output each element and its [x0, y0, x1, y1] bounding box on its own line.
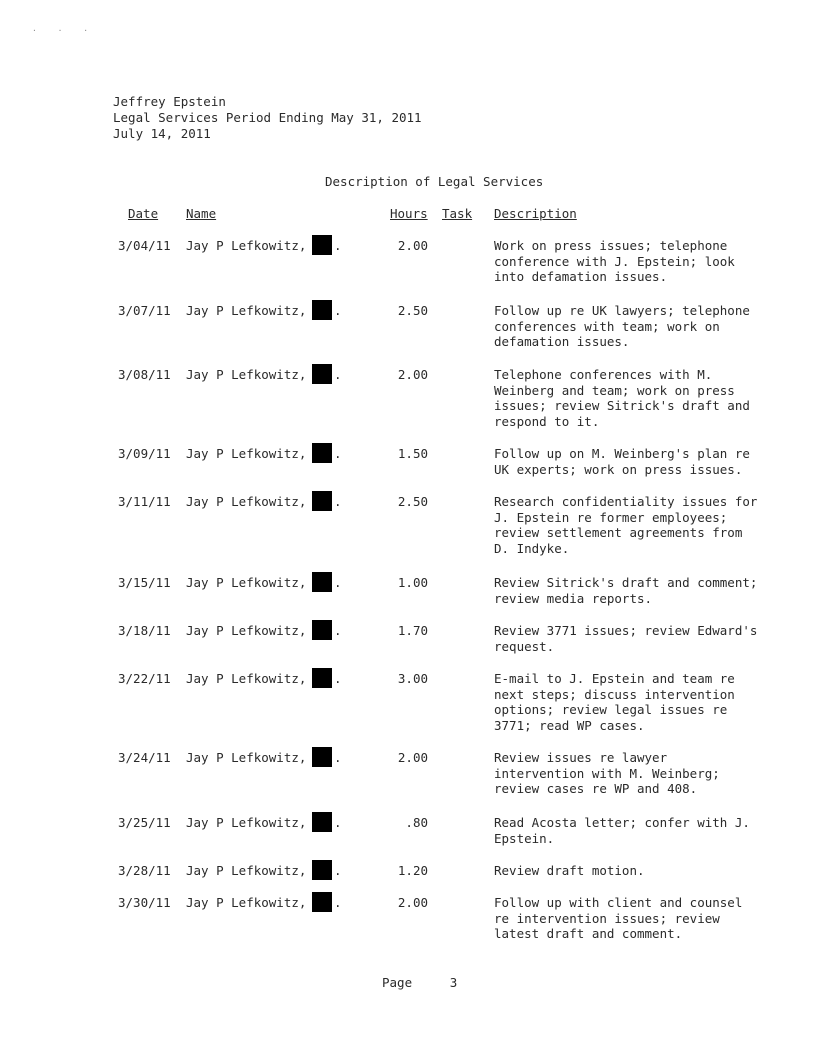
entry-description: E-mail to J. Epstein and team re next steps; discuss intervention options; review legal issues re 3771; read WP cases. [494, 671, 735, 733]
entry-description: Review issues re lawyer intervention with M. Weinberg; review cases re WP and 408. [494, 750, 720, 796]
entry-name: Jay P Lefkowitz, [186, 750, 307, 765]
entry-name: Jay P Lefkowitz, [186, 303, 307, 318]
entry-name: Jay P Lefkowitz, [186, 671, 307, 686]
redaction-box [312, 364, 332, 384]
entry-date: 3/04/11 [118, 238, 171, 253]
entry-description: Follow up on M. Weinberg's plan re UK experts; work on press issues. [494, 446, 750, 477]
redaction-box [312, 812, 332, 832]
redaction-period: . [334, 895, 342, 910]
redaction-period: . [334, 863, 342, 878]
entry-hours: 2.00 [397, 238, 428, 253]
entry-hours: .80 [405, 815, 428, 830]
entry-description: Work on press issues; telephone conference with J. Epstein; look into defamation issues. [494, 238, 735, 284]
entry-name: Jay P Lefkowitz, [186, 575, 307, 590]
entry-description: Read Acosta letter; confer with J. Epstein. [494, 815, 750, 846]
redaction-period: . [334, 575, 342, 590]
redaction-period: . [334, 623, 342, 638]
entry-date: 3/30/11 [118, 895, 171, 910]
entry-name: Jay P Lefkowitz, [186, 895, 307, 910]
entry-hours: 2.50 [397, 494, 428, 509]
entry-hours: 1.20 [397, 863, 428, 878]
entry-date: 3/15/11 [118, 575, 171, 590]
redaction-box [312, 491, 332, 511]
redaction-box [312, 235, 332, 255]
entry-hours: 1.70 [397, 623, 428, 638]
redaction-box [312, 747, 332, 767]
client-name: Jeffrey Epstein [113, 94, 226, 109]
redaction-period: . [334, 446, 342, 461]
entry-description: Review 3771 issues; review Edward's request. [494, 623, 758, 654]
billing-period: Legal Services Period Ending May 31, 2011 [113, 110, 422, 125]
entry-name: Jay P Lefkowitz, [186, 623, 307, 638]
redaction-period: . [334, 238, 342, 253]
entry-name: Jay P Lefkowitz, [186, 494, 307, 509]
entry-hours: 2.50 [397, 303, 428, 318]
entry-date: 3/25/11 [118, 815, 171, 830]
redaction-box [312, 860, 332, 880]
entry-date: 3/11/11 [118, 494, 171, 509]
page-label: Page [382, 975, 413, 990]
redaction-box [312, 668, 332, 688]
scan-specks: · · · [32, 26, 97, 35]
entry-hours: 2.00 [397, 895, 428, 910]
entry-hours: 3.00 [397, 671, 428, 686]
entry-name: Jay P Lefkowitz, [186, 367, 307, 382]
redaction-box [312, 572, 332, 592]
redaction-period: . [334, 494, 342, 509]
entry-name: Jay P Lefkowitz, [186, 238, 307, 253]
entry-date: 3/24/11 [118, 750, 171, 765]
entry-name: Jay P Lefkowitz, [186, 446, 307, 461]
entry-date: 3/08/11 [118, 367, 171, 382]
redaction-period: . [334, 671, 342, 686]
entry-description: Follow up with client and counsel re intervention issues; review latest draft and comment. [494, 895, 743, 941]
column-header-date: Date [128, 206, 159, 221]
entry-hours: 2.00 [397, 367, 428, 382]
entry-hours: 1.00 [397, 575, 428, 590]
column-header-hours: Hours [390, 206, 428, 221]
entry-name: Jay P Lefkowitz, [186, 863, 307, 878]
entry-date: 3/18/11 [118, 623, 171, 638]
page-number: 3 [449, 975, 458, 990]
entry-description: Telephone conferences with M. Weinberg and team; work on press issues; review Sitrick's draft and respond to it. [494, 367, 750, 429]
entry-description: Research confidentiality issues for J. Epstein re former employees; review settlement agreements from D. Indyke. [494, 494, 758, 556]
page-footer [382, 975, 457, 990]
document-header [113, 94, 422, 142]
entry-description: Review Sitrick's draft and comment; review media reports. [494, 575, 758, 606]
redaction-period: . [334, 367, 342, 382]
redaction-box [312, 300, 332, 320]
entry-description: Review draft motion. [494, 863, 645, 878]
entry-date: 3/28/11 [118, 863, 171, 878]
column-header-description: Description [494, 206, 577, 221]
redaction-box [312, 443, 332, 463]
entry-hours: 1.50 [397, 446, 428, 461]
section-title: Description of Legal Services [325, 174, 544, 189]
redaction-box [312, 892, 332, 912]
entry-description: Follow up re UK lawyers; telephone conferences with team; work on defamation issues. [494, 303, 750, 349]
column-header-task: Task [442, 206, 473, 221]
entry-hours: 2.00 [397, 750, 428, 765]
redaction-box [312, 620, 332, 640]
redaction-period: . [334, 815, 342, 830]
redaction-period: . [334, 750, 342, 765]
entry-date: 3/22/11 [118, 671, 171, 686]
entry-date: 3/09/11 [118, 446, 171, 461]
redaction-period: . [334, 303, 342, 318]
entry-name: Jay P Lefkowitz, [186, 815, 307, 830]
entry-date: 3/07/11 [118, 303, 171, 318]
column-header-name: Name [186, 206, 217, 221]
statement-date: July 14, 2011 [113, 126, 211, 141]
